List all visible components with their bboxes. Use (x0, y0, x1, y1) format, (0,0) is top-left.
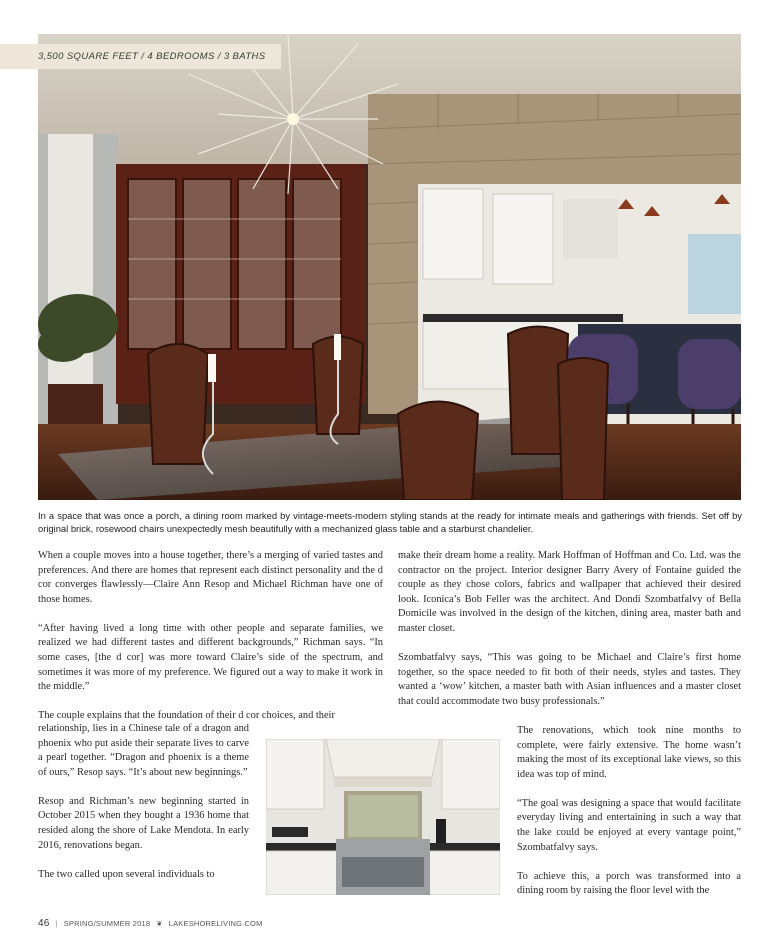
kitchen-range-photo (266, 739, 500, 895)
article-paragraph-lead-line: The couple explains that the foundation of their d cor choices, and their (38, 710, 335, 721)
article-paragraph: “The goal was designing a space that would facilitate everyday living and entertaining in such a way that the lake could be enjoyed at every vantage point,” Szombatfalvy says. (517, 797, 741, 853)
issue-label: SPRING/SUMMER 2018 (63, 919, 151, 928)
article-paragraph: The renovations, which took nine months to complete, were fairly extensive. The home wasn’t making the most of its exceptional lake views, so this idea was top of mind. (517, 725, 741, 780)
article-paragraph: “After having lived a long time with other people and separate families, we realized we had different tastes and different backgrounds,” Richman says. “In some cases, [the d cor] was more toward Claire’s side of the spectrum, and sometimes it was more of my preference. We figured out a way to make it work in the middle.” (38, 622, 383, 693)
article-paragraph: Resop and Richman’s new beginning started in October 2015 when they bought a 1936 home that resided along the shore of Lake Mendota. In early 2016, renovations began. (38, 795, 249, 851)
article-paragraph: relationship, lies in a Chinese tale of a dragon and phoenix who put aside their separate lives to carve a pearl together. “Dragon and phoenix is a theme of ours,” Resop says. “It’s about new beginnings.” (38, 723, 249, 778)
article-column-right (398, 549, 741, 724)
specs-banner (0, 44, 281, 69)
article-paragraph: To achieve this, a porch was transformed into a dining room by raising the floor level with the (517, 870, 741, 897)
article-column-right-lower (517, 724, 741, 913)
leaf-icon: ❦ (156, 919, 163, 928)
article-column-left-lower (38, 722, 249, 897)
article-paragraph: make their dream home a reality. Mark Hoffman of Hoffman and Co. Ltd. was the contractor on the project. Interior designer Barry Avery of Fontaine guided the couple as they chose colors, fabrics and wallpaper that achieved their desired look. Iconica’s Bob Feller was the architect. And Dondi Szombatfalvy of Bella Domicile was involved in the design of the kitchen, dining area, master bath and master closet. (398, 550, 741, 634)
site-url: LAKESHORELIVING.COM (168, 919, 263, 928)
article-paragraph: Szombatfalvy says, “This was going to be Michael and Claire’s first home together, so the space needed to fit both of their needs, styles and tastes. They wanted a ‘wow’ kitchen, a master bath with Asian influences and a master closet that could accommodate two busy professionals.” (398, 652, 741, 707)
kitchen-range-illustration (266, 739, 500, 895)
article-paragraph: When a couple moves into a house together, there’s a merging of varied tastes and preferences. And there are homes that represent each distinct personality and the d cor converges flawlessly—Claire Ann Resop and Michael Richman have one of those homes. (38, 550, 383, 605)
article-column-left (38, 549, 383, 709)
page-footer (38, 918, 263, 929)
footer-divider: | (55, 919, 58, 928)
photo-caption: In a space that was once a porch, a dining room marked by vintage-meets-modern styling stands at the ready for intimate meals and gatherings with friends. Set off by original brick, rosewood chairs unexpectedly mesh beautifully with a mechanized glass table and a starburst chandelier. (38, 510, 742, 534)
specs-banner-text: 3,500 SQUARE FEET / 4 BEDROOMS / 3 BATHS (38, 51, 266, 62)
page-number: 46 (38, 918, 50, 929)
dining-room-illustration (38, 34, 741, 500)
article-paragraph: The two called upon several individuals to (38, 868, 215, 880)
hero-photo (38, 34, 741, 500)
